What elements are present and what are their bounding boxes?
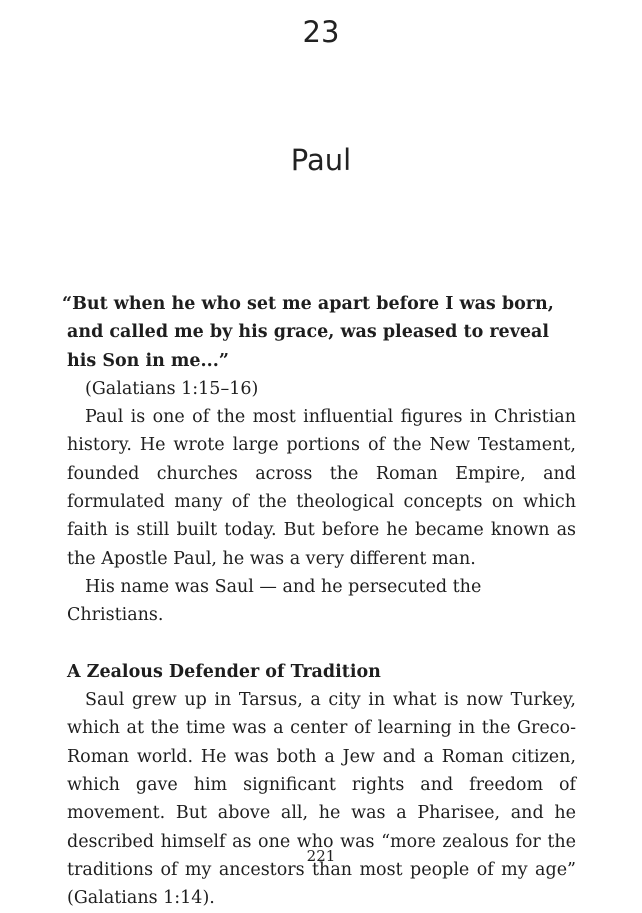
epigraph-quote: “But when he who set me apart before I was born, and called me by his grace, was pleased to reveal his Son in me...” [62,294,554,371]
page-number: 221 [306,847,336,865]
intro-paragraph: Paul is one of the most influential figures in Christian history. He wrote large portions of the New Testament, founded churches across the Roman Empire, and formulated many of the theological concepts on which faith is still built today. But before he became known as the Apostle Paul, he was a very different man. [67,407,576,569]
section-heading: A Zealous Defender of Tradition [67,661,381,682]
chapter-title: Paul [290,143,352,177]
intro-paragraph: His name was Saul — and he persecuted the Christians. [67,576,482,626]
section-paragraph: Saul grew up in Tarsus, a city in what is now Turkey, which at the time was a center of learning in the Greco-Roman world. He was both a Jew and a Roman citizen, which gave him significant rights and freedom of movement. But above all, he was a Pharisee, and he described himself as one who was “more zealous for the traditions of my ancestors than most people of my age” (Galatians 1:14). [67,690,576,909]
epigraph-citation: (Galatians 1:15–16) [85,378,259,399]
chapter-number: 23 [302,15,340,49]
chapter-body [62,290,576,913]
